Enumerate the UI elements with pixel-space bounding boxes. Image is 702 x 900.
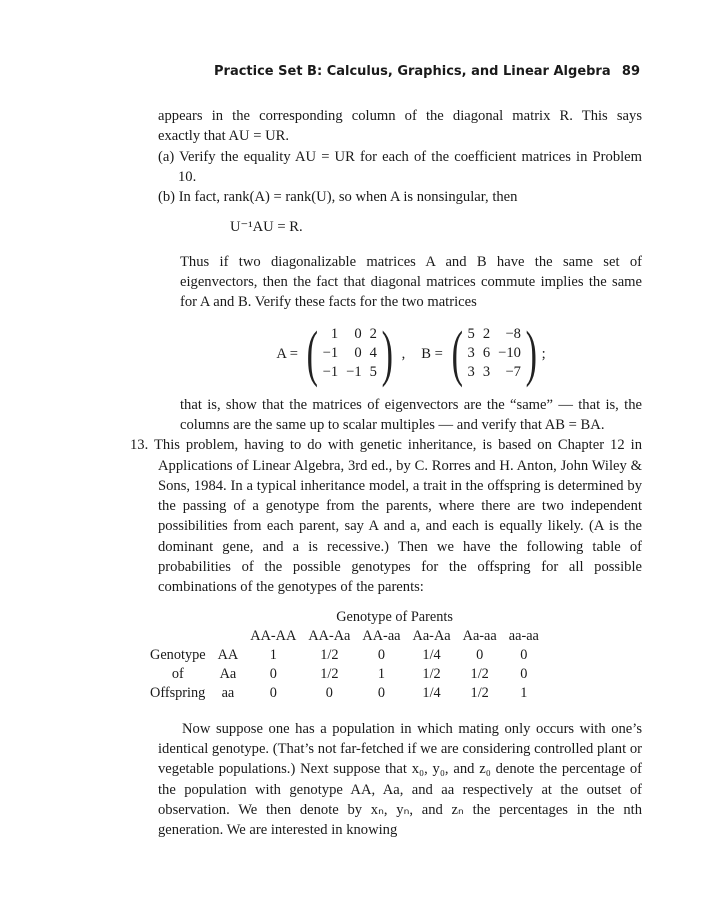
right-paren-icon: ) <box>381 319 393 388</box>
item-a-label: (a) <box>158 148 175 165</box>
matrix-b-entry: −8 <box>505 326 521 343</box>
matrix-b-entry: −10 <box>498 345 521 362</box>
column-header: AA-Aa <box>308 627 351 644</box>
column-header: aa-aa <box>508 627 539 644</box>
item-b-label: (b) <box>158 189 176 206</box>
matrix-semicolon: ; <box>541 345 546 362</box>
matrix-display <box>176 319 642 388</box>
matrix-b <box>447 319 542 388</box>
row-genotype: Aa <box>219 665 237 682</box>
table-row <box>150 665 545 684</box>
running-header <box>214 64 640 84</box>
matrix-a-entry: 5 <box>369 364 377 381</box>
page-body <box>130 106 642 840</box>
table-caption: Genotype of Parents <box>336 608 453 625</box>
matrix-b-entry: −7 <box>505 364 521 381</box>
row-genotype: aa <box>221 684 235 701</box>
matrix-a-entry: −1 <box>322 364 339 381</box>
text-line-1: appears in the corresponding column of the diagonal matrix R. This says <box>158 108 642 124</box>
matrix-comma: , <box>401 345 406 362</box>
problem-13 <box>130 435 642 597</box>
table-cell: 1/2 <box>470 665 489 682</box>
matrix-a-entry: 4 <box>369 345 377 362</box>
matrix-b-entry: 3 <box>482 364 491 381</box>
matrix-b-entry: 3 <box>467 364 475 381</box>
equation-urr: U⁻¹AU = R. <box>230 219 303 236</box>
column-header: AA-AA <box>250 627 297 644</box>
column-header: Aa-aa <box>462 627 497 644</box>
row-label: Genotype <box>150 646 206 663</box>
matrix-a-entry: −1 <box>346 364 362 381</box>
column-header: AA-aa <box>362 627 401 644</box>
table-cell: 0 <box>377 646 386 663</box>
text-line-2: exactly that AU = UR. <box>158 128 290 145</box>
row-label: of <box>171 665 184 682</box>
left-paren-icon: ( <box>306 319 318 388</box>
matrix-a-entry: 1 <box>330 326 339 343</box>
table-cell: 0 <box>269 665 277 682</box>
row-genotype: AA <box>217 646 239 663</box>
table-cell: 1 <box>377 665 386 682</box>
item-a <box>158 147 642 188</box>
table-cell: 0 <box>520 646 528 663</box>
table-cell: 0 <box>269 684 277 701</box>
table-cell: 1 <box>520 684 528 701</box>
table-cell: 1/2 <box>470 684 489 701</box>
matrix-a-grid <box>323 325 377 382</box>
table-cell: 1/2 <box>320 665 339 682</box>
matrix-a-entry: −1 <box>322 345 339 362</box>
matrix-b-label: B = <box>421 345 443 362</box>
matrix-a-entry: 0 <box>354 345 362 362</box>
column-header: Aa-Aa <box>412 627 451 644</box>
page-number: 89 <box>621 64 640 79</box>
matrix-a-entry: 0 <box>354 326 362 343</box>
row-label: Offspring <box>150 684 206 701</box>
problem-13-label: 13. <box>130 437 149 454</box>
right-paren-icon: ) <box>525 319 537 388</box>
matrix-a <box>302 319 398 388</box>
matrix-b-grid <box>468 325 521 382</box>
header-title: Practice Set B: Calculus, Graphics, and Linear Algebra <box>214 64 611 79</box>
table-header-row <box>150 627 545 646</box>
item-b <box>158 187 642 207</box>
table-cell: 1/4 <box>422 684 441 701</box>
table-cell: 0 <box>476 646 484 663</box>
closing-paragraph: Now suppose one has a population in which mating only occurs with one’s identical genotype. (That’s not far-fetched if we are considering controlled plant or vegetable populations.) Next suppose that x₀, y₀, and z₀ denote the percentage of the population with genotype AA, Aa, and aa respectively at the outset of observation. We then denote by xₙ, yₙ, and zₙ the percentages in the nth generation. We are interested in knowing <box>158 720 642 839</box>
matrix-b-entry: 2 <box>482 326 491 343</box>
matrix-a-entry: 2 <box>369 326 377 343</box>
item-b-paragraph: Thus if two diagonalizable matrices A and B have the same set of eigenvectors, then the fact that diagonal matrices commute implies the same for A and B. Verify these facts for the two matrices <box>180 253 642 311</box>
matrix-b-entry: 6 <box>482 345 491 362</box>
table-cell: 1/2 <box>320 646 339 663</box>
genotype-table <box>150 608 545 703</box>
matrix-b-entry: 3 <box>467 345 475 362</box>
table-cell: 1 <box>269 646 277 663</box>
table-row <box>150 646 545 665</box>
item-b-text: In fact, rank(A) = rank(U), so when A is nonsingular, then <box>178 189 518 206</box>
table-cell: 1/4 <box>422 646 441 663</box>
matrix-b-entry: 5 <box>467 326 475 343</box>
matrix-a-label: A = <box>276 345 298 362</box>
table-cell: 0 <box>325 684 333 701</box>
item-a-text: Verify the equality AU = UR for each of the coefficient matrices in Problem 10. <box>178 148 642 185</box>
left-paren-icon: ( <box>451 319 463 388</box>
table-cell: 0 <box>377 684 386 701</box>
table-cell: 1/2 <box>422 665 441 682</box>
table-row <box>150 684 545 703</box>
table-cell: 0 <box>520 665 528 682</box>
problem-13-text: This problem, having to do with genetic inheritance, is based on Chapter 12 in Applications of Linear Algebra, 3rd ed., by C. Rorres and H. Anton, John Wiley & Sons, 1984. In a typical inheritance model, a trait in the offspring is determined by the passing of a genotype from the parents, where there are two independent possibilities from each parent, say A and a, and each is equally likely. (A is the dominant gene, and a is recessive.) Then we have the following table of probabilities of the possible genotypes for the offspring for all possible combinations of the genotypes of the parents: <box>153 437 642 596</box>
item-b-conclusion: that is, show that the matrices of eigenvectors are the “same” — that is, the columns are the same up to scalar multiples — and verify that AB = BA. <box>180 396 642 433</box>
